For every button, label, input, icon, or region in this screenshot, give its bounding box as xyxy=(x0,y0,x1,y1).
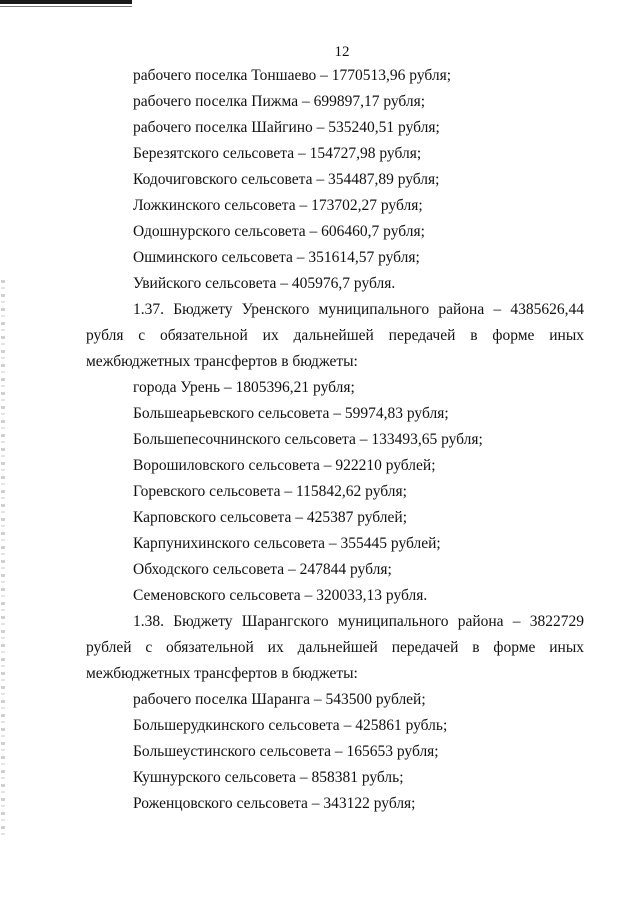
scan-edge-line xyxy=(0,6,132,7)
clause-1-38-line-3: межбюджетных трансфертов в бюджеты: xyxy=(86,665,358,682)
list-item: рабочего поселка Шаранга – 543500 рублей; xyxy=(133,691,426,708)
list-item: Большерудкинского сельсовета – 425861 рубль; xyxy=(133,717,448,734)
clause-1-37-line-3: межбюджетных трансфертов в бюджеты: xyxy=(86,353,358,370)
list-item: города Урень – 1805396,21 рубля; xyxy=(133,379,355,396)
list-item: рабочего поселка Тоншаево – 1770513,96 рубля; xyxy=(133,67,452,84)
list-item: Большепесочнинского сельсовета – 133493,65 рубля; xyxy=(133,431,483,448)
list-item: Кодочиговского сельсовета – 354487,89 рубля; xyxy=(133,171,440,188)
list-item: Карповского сельсовета – 425387 рублей; xyxy=(133,509,408,526)
page-number: 12 xyxy=(334,44,350,60)
list-item: Большеустинского сельсовета – 165653 рубля; xyxy=(133,743,439,760)
clause-1-38-line-2: рублей с обязательной их дальнейшей передачей в форме иных xyxy=(86,639,584,656)
list-item: Карпунихинского сельсовета – 355445 рублей; xyxy=(133,535,441,552)
list-item: Ворошиловского сельсовета – 922210 рублей; xyxy=(133,457,436,474)
scan-left-edge xyxy=(1,280,5,840)
list-item: рабочего поселка Шайгино – 535240,51 рубля; xyxy=(133,119,440,136)
list-item: рабочего поселка Пижма – 699897,17 рубля; xyxy=(133,93,426,110)
list-item: Ошминского сельсовета – 351614,57 рубля; xyxy=(133,249,420,266)
list-item: Роженцовского сельсовета – 343122 рубля; xyxy=(133,795,416,812)
list-item: Одошнурского сельсовета – 606460,7 рубля; xyxy=(133,223,425,240)
scan-edge-bar xyxy=(0,0,132,4)
list-item: Кушнурского сельсовета – 858381 рубль; xyxy=(133,769,404,786)
clause-1-38-line-1: 1.38. Бюджету Шарангского муниципального района – 3822729 xyxy=(133,613,584,630)
list-item: Ложкинского сельсовета – 173702,27 рубля; xyxy=(133,197,423,214)
list-item: Увийского сельсовета – 405976,7 рубля. xyxy=(133,275,396,292)
list-item: Семеновского сельсовета – 320033,13 рубля. xyxy=(133,587,428,604)
list-item: Березятского сельсовета – 154727,98 рубля; xyxy=(133,145,422,162)
clause-1-37-line-1: 1.37. Бюджету Уренского муниципального района – 4385626,44 xyxy=(133,301,584,318)
list-item: Большеарьевского сельсовета – 59974,83 рубля; xyxy=(133,405,449,422)
list-item: Горевского сельсовета – 115842,62 рубля; xyxy=(133,483,407,500)
list-item: Обходского сельсовета – 247844 рубля; xyxy=(133,561,392,578)
clause-1-37-line-2: рубля с обязательной их дальнейшей передачей в форме иных xyxy=(86,327,584,344)
